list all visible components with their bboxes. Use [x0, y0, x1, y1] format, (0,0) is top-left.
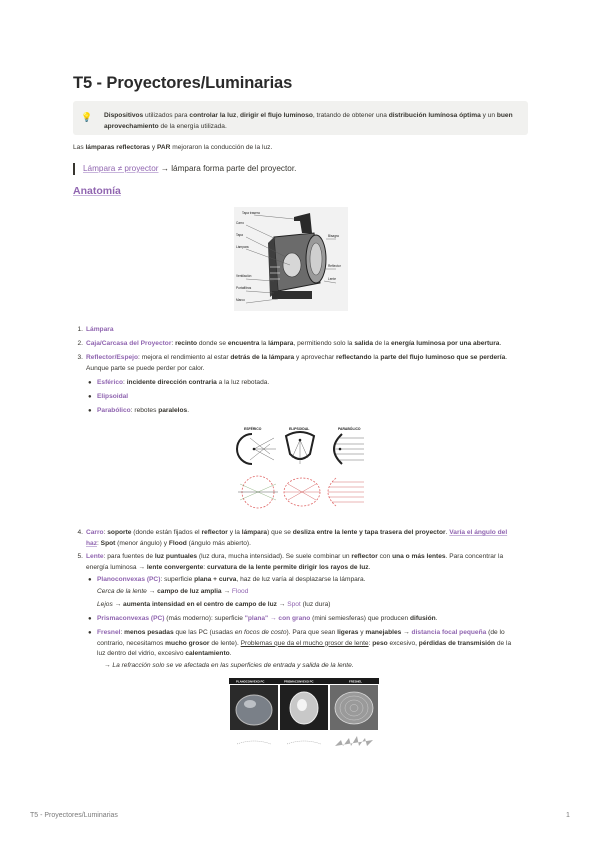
fig3-label: PRISMACONVEXO PC — [284, 679, 314, 684]
callout-text: aprovechamiento — [104, 123, 159, 130]
fig3-label: FRESNEL — [349, 679, 363, 684]
callout-text: dirigir el flujo lumínoso — [239, 112, 313, 119]
list-item-line: Cerca de la lente → campo de luz amplia → Flood — [97, 588, 249, 595]
list-item: Planoconvexas (PC): superficie plana + curva, haz de luz varía al desplazarse la lámpara. — [97, 576, 366, 583]
list-item: Caja/Carcasa del Proyector: recinto donde se encuentra la lámpara, permitiendo solo la salida de la energía luminosa por una abertura. — [86, 340, 502, 347]
list-number: 2. — [77, 340, 83, 347]
fig1-label: Ventilación — [236, 274, 252, 278]
reflector-types-figure — [234, 424, 369, 514]
fig3-label: PLANOCONVEXO PC — [236, 679, 265, 684]
list-item: Lente: para fuentes de luz puntuales (luz dura, mucha intensidad). Se suele combinar un reflector con una o más lentes. Para concentrar la energía luminosa → lente convergente: curvatura de la lente permite dirigir los rayos de luz. — [86, 553, 504, 571]
footer-title: T5 - Proyectores/Luminarias — [30, 812, 118, 819]
fig1-label: Tapa — [236, 233, 243, 237]
callout-text: distribución lumínosa óptima — [388, 112, 481, 119]
callout-text: buen — [496, 112, 513, 119]
list-item: Fresnel: menos pesadas que las PC (usadas en focos de costo). Para que sean ligeras y manejables → distancia focal pequeña (de lo contrario, necesitamos mucho grosor de lente). Problemas que da el mucho grosor de lente: peso excesivo, pérdidas de transmisión de la luz dentro del vidrio, excesivo calentamiento. — [97, 629, 512, 657]
callout-text: y un — [480, 112, 497, 119]
page-title: T5 - Proyectores/Luminarias — [73, 74, 293, 92]
bullet-icon: ● — [88, 577, 92, 583]
section-heading: Anatomía — [73, 185, 121, 197]
bullet-icon: ● — [88, 394, 92, 400]
list-item: Elipsoidal — [97, 393, 129, 400]
callout-text: , tratando de obtener una — [312, 112, 389, 119]
quote-text: → lámpara forma parte del proyector. — [158, 164, 297, 173]
list-item: Carro: soporte (donde están fijados el reflector y la lámpara) que se desliza entre la lente y tapa trasera del proyector. Varía el ángulo del haz: Spot (menor ángulo) y Flood (ángulo más abierto). — [86, 529, 508, 547]
fig2-label: ELIPSOIDAL — [289, 427, 310, 431]
list-item-note: → La refracción solo se ve afectada en las superficies de entrada y salida de la lente. — [104, 662, 354, 669]
fig1-label: Bisagra — [328, 234, 339, 238]
fig1-label: Tapa trasera — [242, 211, 260, 215]
callout-text: controlar la luz — [189, 112, 237, 119]
list-item: Reflector/Espejo: mejora el rendimiento al estar detrás de la lámpara y aprovechar reflectando la parte del flujo luminoso que se perdería. Aunque parte se puede perder por calor. — [86, 354, 508, 372]
callout-text: de la energía utilizada. — [158, 123, 227, 130]
bullet-icon: ● — [88, 380, 92, 386]
list-number: 3. — [77, 354, 83, 361]
fig2-label: PARABÓLICO — [338, 427, 361, 431]
quote-block — [73, 163, 296, 175]
callout-text: utilizados para — [145, 112, 190, 119]
page-number: 1 — [566, 812, 570, 819]
list-item-line: Lejos → aumenta intensidad en el centro de campo de luz → Spot (luz dura) — [97, 601, 331, 608]
fig1-label: Reflector — [328, 264, 341, 268]
paragraph: Las lámparas reflectoras y PAR mejoraron la conducción de la luz. — [73, 144, 273, 151]
fig1-label: Portafiltros — [236, 286, 252, 290]
quote-highlight: Lámpara ≠ proyector — [83, 164, 159, 173]
list-item: Parabólico: rebotes paralelos. — [97, 407, 190, 414]
list-number: 4. — [77, 529, 83, 536]
fig1-label: Carro — [236, 221, 244, 225]
list-item: Lámpara — [86, 326, 114, 333]
callout-text: , — [236, 112, 240, 119]
list-item: Prismaconvexas (PC) (más moderno): superficie "plana" → con grano (mini semiesferas) que producen difusión. — [97, 615, 438, 622]
lens-types-figure — [229, 678, 379, 753]
list-number: 1. — [77, 326, 83, 333]
callout — [73, 101, 528, 135]
list-item: Esférico: incidente dirección contraria a la luz rebotada. — [97, 379, 270, 386]
fig1-label: Marco — [236, 298, 245, 302]
bullet-icon: ● — [88, 630, 92, 636]
list-number: 5. — [77, 553, 83, 560]
bullet-icon: ● — [88, 616, 92, 622]
fig1-label: Lámpara — [236, 245, 249, 249]
projector-anatomy-figure — [234, 207, 348, 311]
fig2-label: ESFÉRICO — [244, 427, 262, 431]
callout-text: Dispositivos — [104, 112, 146, 119]
fig1-label: Lente — [328, 277, 336, 281]
bullet-icon: ● — [88, 408, 92, 414]
lightbulb-icon: 💡 — [81, 112, 93, 122]
